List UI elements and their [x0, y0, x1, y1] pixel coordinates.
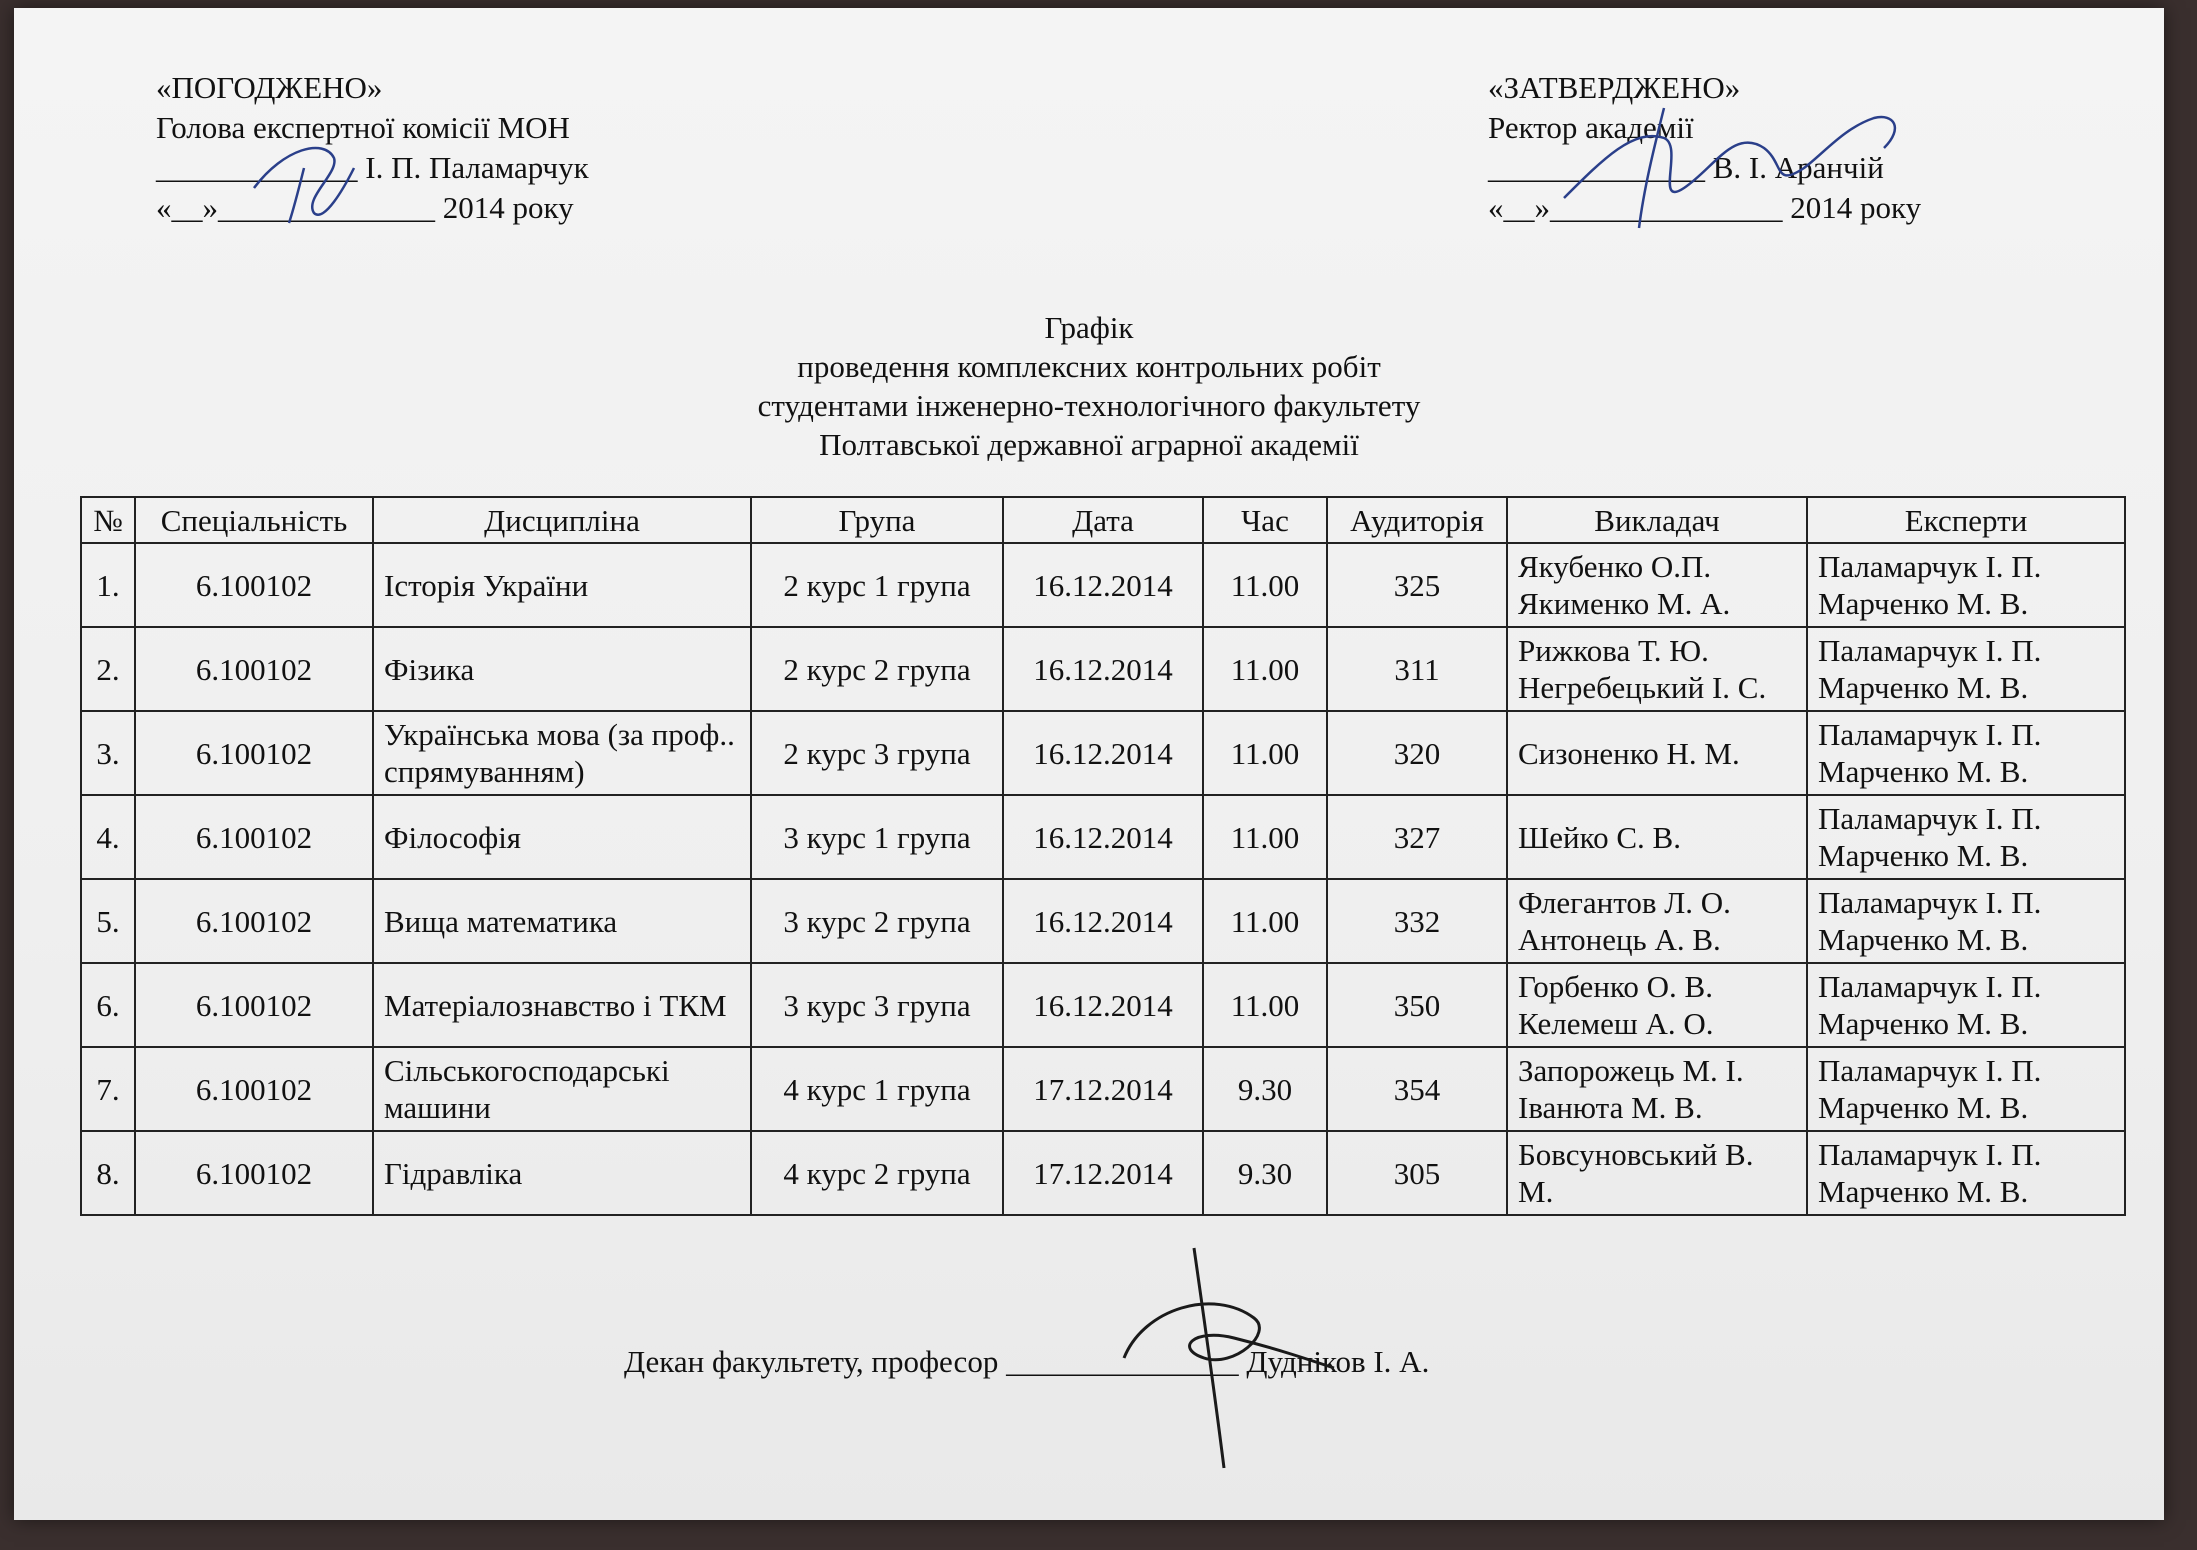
row-num: 4.: [81, 795, 135, 879]
row-discipline: Гідравліка: [373, 1131, 751, 1215]
row-specialty: 6.100102: [135, 627, 373, 711]
header-teacher: Викладач: [1507, 497, 1807, 543]
expert-name-1: Паламарчук І. П.: [1818, 969, 2042, 1004]
header-num: №: [81, 497, 135, 543]
expert-name-2: Марченко М. В.: [1818, 1174, 2029, 1209]
expert-name-1: Паламарчук І. П.: [1818, 1137, 2042, 1172]
row-time: 11.00: [1203, 963, 1327, 1047]
expert-name-1: Паламарчук І. П.: [1818, 885, 2042, 920]
approval-left-date-line: «__»______________ 2014 року: [156, 190, 574, 225]
row-specialty: 6.100102: [135, 1047, 373, 1131]
row-date: 16.12.2014: [1003, 711, 1203, 795]
row-group: 3 курс 3 група: [751, 963, 1003, 1047]
row-room: 311: [1327, 627, 1507, 711]
expert-name-1: Паламарчук І. П.: [1818, 1053, 2042, 1088]
document-subtitle-3: Полтавської державної аграрної академії: [819, 427, 1359, 462]
row-date: 16.12.2014: [1003, 627, 1203, 711]
approval-left-block: [156, 68, 589, 228]
row-teacher: [1507, 627, 1807, 711]
row-group: 2 курс 1 група: [751, 543, 1003, 627]
approval-left-heading: «ПОГОДЖЕНО»: [156, 70, 383, 105]
table-row: [81, 879, 2125, 963]
table-row: [81, 963, 2125, 1047]
approval-right-date-line: «__»_______________ 2014 року: [1488, 190, 1922, 225]
row-room: 354: [1327, 1047, 1507, 1131]
row-time: 9.30: [1203, 1047, 1327, 1131]
row-time: 11.00: [1203, 543, 1327, 627]
row-experts: [1807, 879, 2125, 963]
teacher-name-2: Негребецький І. С.: [1518, 670, 1767, 705]
row-num: 2.: [81, 627, 135, 711]
row-discipline: Філософія: [373, 795, 751, 879]
row-date: 16.12.2014: [1003, 879, 1203, 963]
teacher-name-2: М.: [1518, 1174, 1554, 1209]
header-specialty: Спеціальність: [135, 497, 373, 543]
row-group: 4 курс 1 група: [751, 1047, 1003, 1131]
row-room: 325: [1327, 543, 1507, 627]
expert-name-2: Марченко М. В.: [1818, 922, 2029, 957]
row-experts: [1807, 963, 2125, 1047]
header-room: Аудиторія: [1327, 497, 1507, 543]
expert-name-2: Марченко М. В.: [1818, 1090, 2029, 1125]
row-num: 5.: [81, 879, 135, 963]
document-subtitle-2: студентами інженерно-технологічного факультету: [757, 388, 1421, 423]
row-experts: [1807, 1047, 2125, 1131]
row-teacher: [1507, 711, 1807, 795]
row-specialty: 6.100102: [135, 795, 373, 879]
row-group: 4 курс 2 група: [751, 1131, 1003, 1215]
row-time: 11.00: [1203, 627, 1327, 711]
approval-left-signature-line: _____________ І. П. Паламарчук: [156, 150, 589, 185]
row-time: 9.30: [1203, 1131, 1327, 1215]
teacher-name-2: Антонець А. В.: [1518, 922, 1721, 957]
row-teacher: [1507, 1131, 1807, 1215]
teacher-name-1: Горбенко О. В.: [1518, 969, 1713, 1004]
teacher-name-1: Флегантов Л. О.: [1518, 885, 1731, 920]
document-sheet: [14, 8, 2164, 1520]
row-discipline: Сільськогосподарські машини: [373, 1047, 751, 1131]
row-date: 16.12.2014: [1003, 543, 1203, 627]
row-num: 6.: [81, 963, 135, 1047]
row-room: 320: [1327, 711, 1507, 795]
row-experts: [1807, 1131, 2125, 1215]
teacher-name-2: Келемеш А. О.: [1518, 1006, 1714, 1041]
approval-left-position: Голова експертної комісії МОН: [156, 110, 570, 145]
row-num: 8.: [81, 1131, 135, 1215]
table-row: [81, 711, 2125, 795]
expert-name-1: Паламарчук І. П.: [1818, 717, 2042, 752]
teacher-name-1: Запорожець М. І.: [1518, 1053, 1744, 1088]
row-group: 2 курс 2 група: [751, 627, 1003, 711]
header-group: Група: [751, 497, 1003, 543]
document-title-block: [14, 308, 2164, 464]
row-num: 3.: [81, 711, 135, 795]
row-specialty: 6.100102: [135, 711, 373, 795]
expert-name-2: Марченко М. В.: [1818, 754, 2029, 789]
row-group: 2 курс 3 група: [751, 711, 1003, 795]
row-discipline: Матеріалознавство і ТКМ: [373, 963, 751, 1047]
row-experts: [1807, 795, 2125, 879]
row-experts: [1807, 627, 2125, 711]
table-row: [81, 1131, 2125, 1215]
row-time: 11.00: [1203, 711, 1327, 795]
row-time: 11.00: [1203, 879, 1327, 963]
row-discipline: Вища математика: [373, 879, 751, 963]
header-discipline: Дисципліна: [373, 497, 751, 543]
row-teacher: [1507, 963, 1807, 1047]
table-row: [81, 1047, 2125, 1131]
approval-right-signature-line: ______________ В. І. Аранчій: [1488, 150, 1884, 185]
row-room: 327: [1327, 795, 1507, 879]
row-date: 16.12.2014: [1003, 795, 1203, 879]
row-room: 350: [1327, 963, 1507, 1047]
teacher-name-2: Якименко М. А.: [1518, 586, 1731, 621]
row-room: 305: [1327, 1131, 1507, 1215]
document-title: Графік: [1044, 310, 1134, 345]
row-date: 17.12.2014: [1003, 1131, 1203, 1215]
row-teacher: [1507, 543, 1807, 627]
teacher-name-2: Іванюта М. В.: [1518, 1090, 1703, 1125]
dean-signature-line: Декан факультету, професор _______________ Дудніков І. А.: [624, 1344, 1430, 1379]
row-date: 17.12.2014: [1003, 1047, 1203, 1131]
row-room: 332: [1327, 879, 1507, 963]
row-discipline: Історія України: [373, 543, 751, 627]
teacher-name-1: Бовсуновський В.: [1518, 1137, 1754, 1172]
row-specialty: 6.100102: [135, 1131, 373, 1215]
row-group: 3 курс 2 група: [751, 879, 1003, 963]
row-group: 3 курс 1 група: [751, 795, 1003, 879]
row-discipline: Фізика: [373, 627, 751, 711]
row-teacher: [1507, 879, 1807, 963]
expert-name-2: Марченко М. В.: [1818, 838, 2029, 873]
row-experts: [1807, 543, 2125, 627]
table-row: [81, 543, 2125, 627]
row-specialty: 6.100102: [135, 879, 373, 963]
approval-right-heading: «ЗАТВЕРДЖЕНО»: [1488, 70, 1741, 105]
header-time: Час: [1203, 497, 1327, 543]
header-date: Дата: [1003, 497, 1203, 543]
approval-right-position: Ректор академії: [1488, 110, 1694, 145]
teacher-name-1: Якубенко О.П.: [1518, 549, 1712, 584]
expert-name-2: Марченко М. В.: [1818, 670, 2029, 705]
expert-name-1: Паламарчук І. П.: [1818, 633, 2042, 668]
schedule-table: [80, 496, 2126, 1216]
table-row: [81, 795, 2125, 879]
expert-name-2: Марченко М. В.: [1818, 1006, 2029, 1041]
row-teacher: [1507, 795, 1807, 879]
teacher-name-1: Шейко С. В.: [1518, 819, 1681, 855]
teacher-name-1: Рижкова Т. Ю.: [1518, 633, 1709, 668]
header-experts: Експерти: [1807, 497, 2125, 543]
table-body: [81, 543, 2125, 1215]
table-row: [81, 627, 2125, 711]
row-discipline: Українська мова (за проф.. спрямуванням): [373, 711, 751, 795]
expert-name-1: Паламарчук І. П.: [1818, 549, 2042, 584]
approval-right-block: [1488, 68, 1921, 228]
table-header-row: [81, 497, 2125, 543]
row-num: 7.: [81, 1047, 135, 1131]
row-experts: [1807, 711, 2125, 795]
expert-name-1: Паламарчук І. П.: [1818, 801, 2042, 836]
row-teacher: [1507, 1047, 1807, 1131]
document-subtitle-1: проведення комплексних контрольних робіт: [797, 349, 1381, 384]
row-time: 11.00: [1203, 795, 1327, 879]
teacher-name-1: Сизоненко Н. М.: [1518, 735, 1740, 771]
expert-name-2: Марченко М. В.: [1818, 586, 2029, 621]
row-num: 1.: [81, 543, 135, 627]
row-specialty: 6.100102: [135, 963, 373, 1047]
row-specialty: 6.100102: [135, 543, 373, 627]
row-date: 16.12.2014: [1003, 963, 1203, 1047]
